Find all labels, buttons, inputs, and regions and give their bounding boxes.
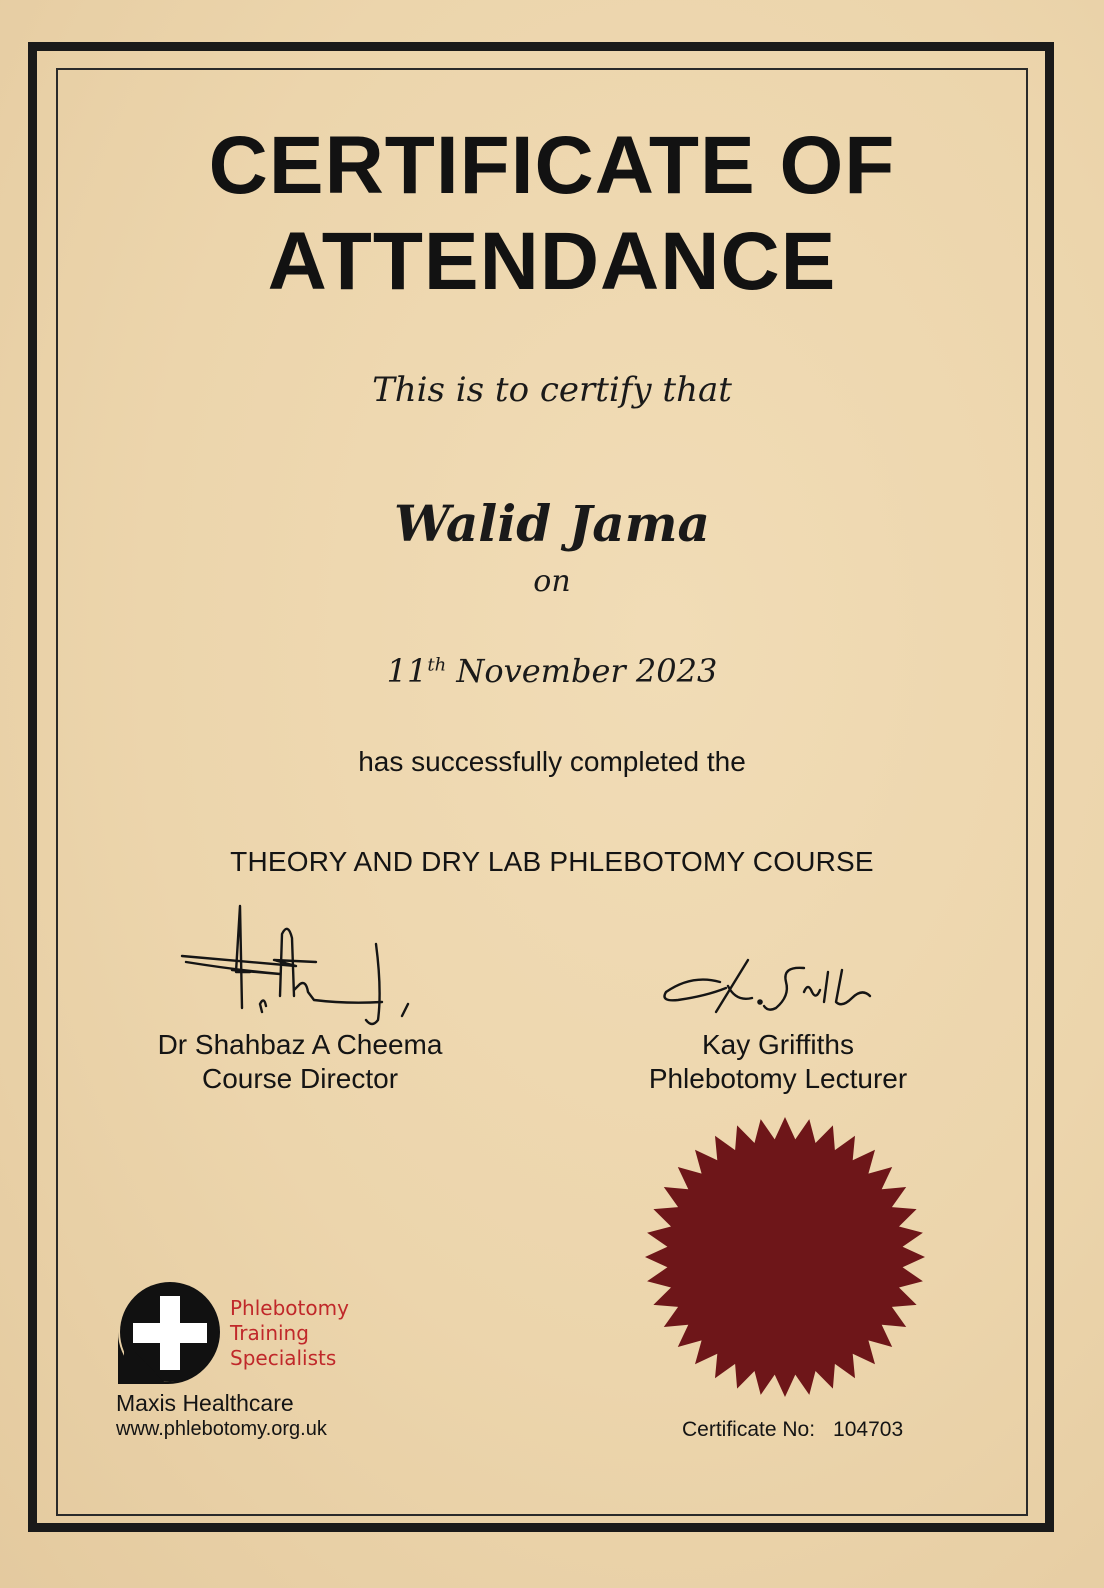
- title-line-2: ATTENDANCE: [267, 216, 837, 307]
- course-name: THEORY AND DRY LAB PHLEBOTOMY COURSE: [230, 846, 874, 877]
- signatory-right-name: Kay Griffiths: [702, 1029, 854, 1060]
- organization-name: Maxis Healthcare: [116, 1390, 294, 1416]
- organization-website: www.phlebotomy.org.uk: [116, 1418, 327, 1440]
- signatory-left-name: Dr Shahbaz A Cheema: [157, 1029, 443, 1060]
- logo-text: [230, 1296, 349, 1371]
- certify-text: This is to certify that: [372, 370, 732, 410]
- title-line-1: CERTIFICATE OF: [208, 120, 896, 211]
- completed-text: has successfully completed the: [358, 746, 746, 777]
- completion-date: [0, 652, 1104, 690]
- signatory-left: [130, 1028, 470, 1096]
- signature-right: [656, 952, 886, 1032]
- certificate-number-label: Certificate No:: [682, 1418, 816, 1441]
- date-day: 11: [386, 652, 428, 690]
- signatory-right: [618, 1028, 938, 1096]
- date-month-year: November 2023: [456, 652, 718, 690]
- signatory-right-role: Phlebotomy Lecturer: [648, 1063, 908, 1094]
- on-text: on: [533, 564, 571, 599]
- recipient-name: Walid Jama: [394, 494, 710, 553]
- medical-cross-icon: [116, 1280, 222, 1386]
- logo-line-1: Phlebotomy: [230, 1296, 349, 1320]
- seal-badge: [640, 1112, 930, 1402]
- signatory-left-role: Course Director: [201, 1063, 399, 1094]
- signature-left: [176, 900, 436, 1040]
- logo-line-2: Training: [230, 1321, 309, 1345]
- certificate-number: [682, 1418, 903, 1442]
- date-suffix: th: [427, 654, 447, 676]
- logo-line-3: Specialists: [230, 1346, 337, 1370]
- organization-block: [116, 1390, 327, 1442]
- certificate-number-value: 104703: [833, 1418, 904, 1441]
- certificate-title: [0, 118, 1104, 310]
